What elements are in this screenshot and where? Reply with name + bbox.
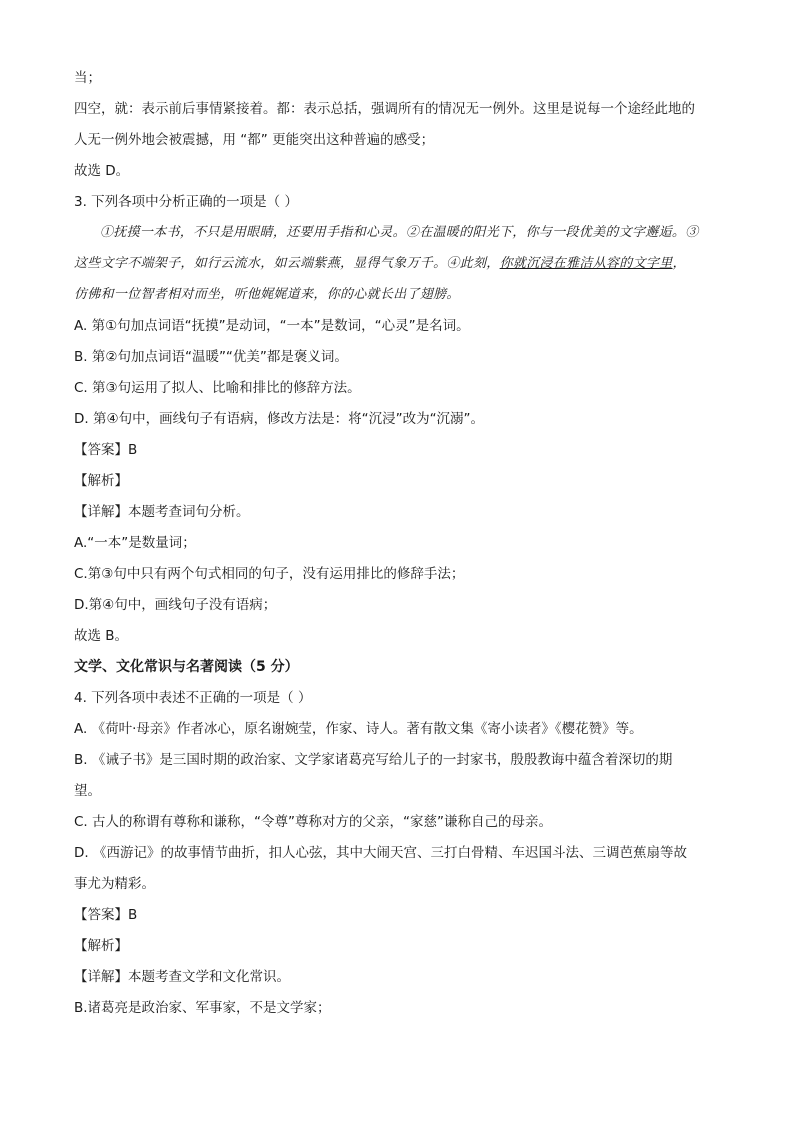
passage-line <box>74 254 720 274</box>
text-line: 四空，就：表示前后事情紧接着。都：表示总括，强调所有的情况无一例外。这里是说每一个途经此地的 <box>74 101 695 117</box>
option-a: A. 《荷叶·母亲》作者冰心，原名谢婉莹，作家、诗人。著有散文集《寄小读者》《樱花赞》等。 <box>74 721 643 737</box>
text-line: 人无一例外地会被震撼，用 “都” 更能突出这种普遍的感受； <box>74 132 435 148</box>
option-b: B. 《诫子书》是三国时期的政治家、文学家诸葛亮写给儿子的一封家书，殷殷教诲中蕴含着深切的期 <box>74 752 673 768</box>
detail-label: 【详解】本题考查词句分析。 <box>74 504 250 520</box>
text-line: C.第③句中只有两个句式相同的句子，没有运用排比的修辞手法； <box>74 566 465 582</box>
detail-label: 【详解】本题考查文学和文化常识。 <box>74 969 290 985</box>
passage-text: ， <box>672 256 686 271</box>
text-line: A.“一本”是数量词； <box>74 535 196 551</box>
text-line: 故选 D。 <box>74 163 130 179</box>
passage-line: ①抚摸一本书，不只是用眼睛，还要用手指和心灵。②在温暖的阳光下，你与一段优美的文字邂逅。③ <box>100 225 699 240</box>
text-line: 当； <box>74 70 101 86</box>
text-line: 故选 B。 <box>74 628 129 644</box>
passage-line: 仿佛和一位智者相对而坐，听他娓娓道来，你的心就长出了翅膀。 <box>74 287 460 302</box>
option-c: C. 第③句运用了拟人、比喻和排比的修辞方法。 <box>74 380 361 396</box>
analysis-label: 【解析】 <box>74 938 128 954</box>
option-d: D. 第④句中，画线句子有语病，修改方法是：将“沉浸”改为“沉溺”。 <box>74 411 485 427</box>
question-3-stem: 3. 下列各项中分析正确的一项是（ ） <box>74 194 298 210</box>
analysis-label: 【解析】 <box>74 473 128 489</box>
text-line: D.第④句中，画线句子没有语病； <box>74 597 277 613</box>
answer-label: 【答案】B <box>74 442 138 458</box>
option-a: A. 第①句加点词语“抚摸”是动词，“一本”是数词，“心灵”是名词。 <box>74 318 470 334</box>
underlined-sentence: 你就沉浸在雅洁从容的文字里 <box>499 256 673 271</box>
option-d-cont: 事尤为精彩。 <box>74 876 155 892</box>
question-4-stem: 4. 下列各项中表述不正确的一项是（ ） <box>74 690 312 706</box>
text-line: B.诸葛亮是政治家、军事家，不是文学家； <box>74 1000 331 1016</box>
passage-text: 这些文字不端架子，如行云流水，如云端紫燕，显得气象万千。④此刻， <box>74 256 500 271</box>
option-b: B. 第②句加点词语“温暖”“优美”都是褒义词。 <box>74 349 348 365</box>
option-b-cont: 望。 <box>74 783 101 799</box>
answer-label: 【答案】B <box>74 907 138 923</box>
option-d: D. 《西游记》的故事情节曲折，扣人心弦，其中大闹天宫、三打白骨精、车迟国斗法、三调芭蕉扇等故 <box>74 845 687 861</box>
section-heading: 文学、文化常识与名著阅读（5 分） <box>74 659 299 675</box>
option-c: C. 古人的称谓有尊称和谦称，“令尊”尊称对方的父亲，“家慈”谦称自己的母亲。 <box>74 814 552 830</box>
